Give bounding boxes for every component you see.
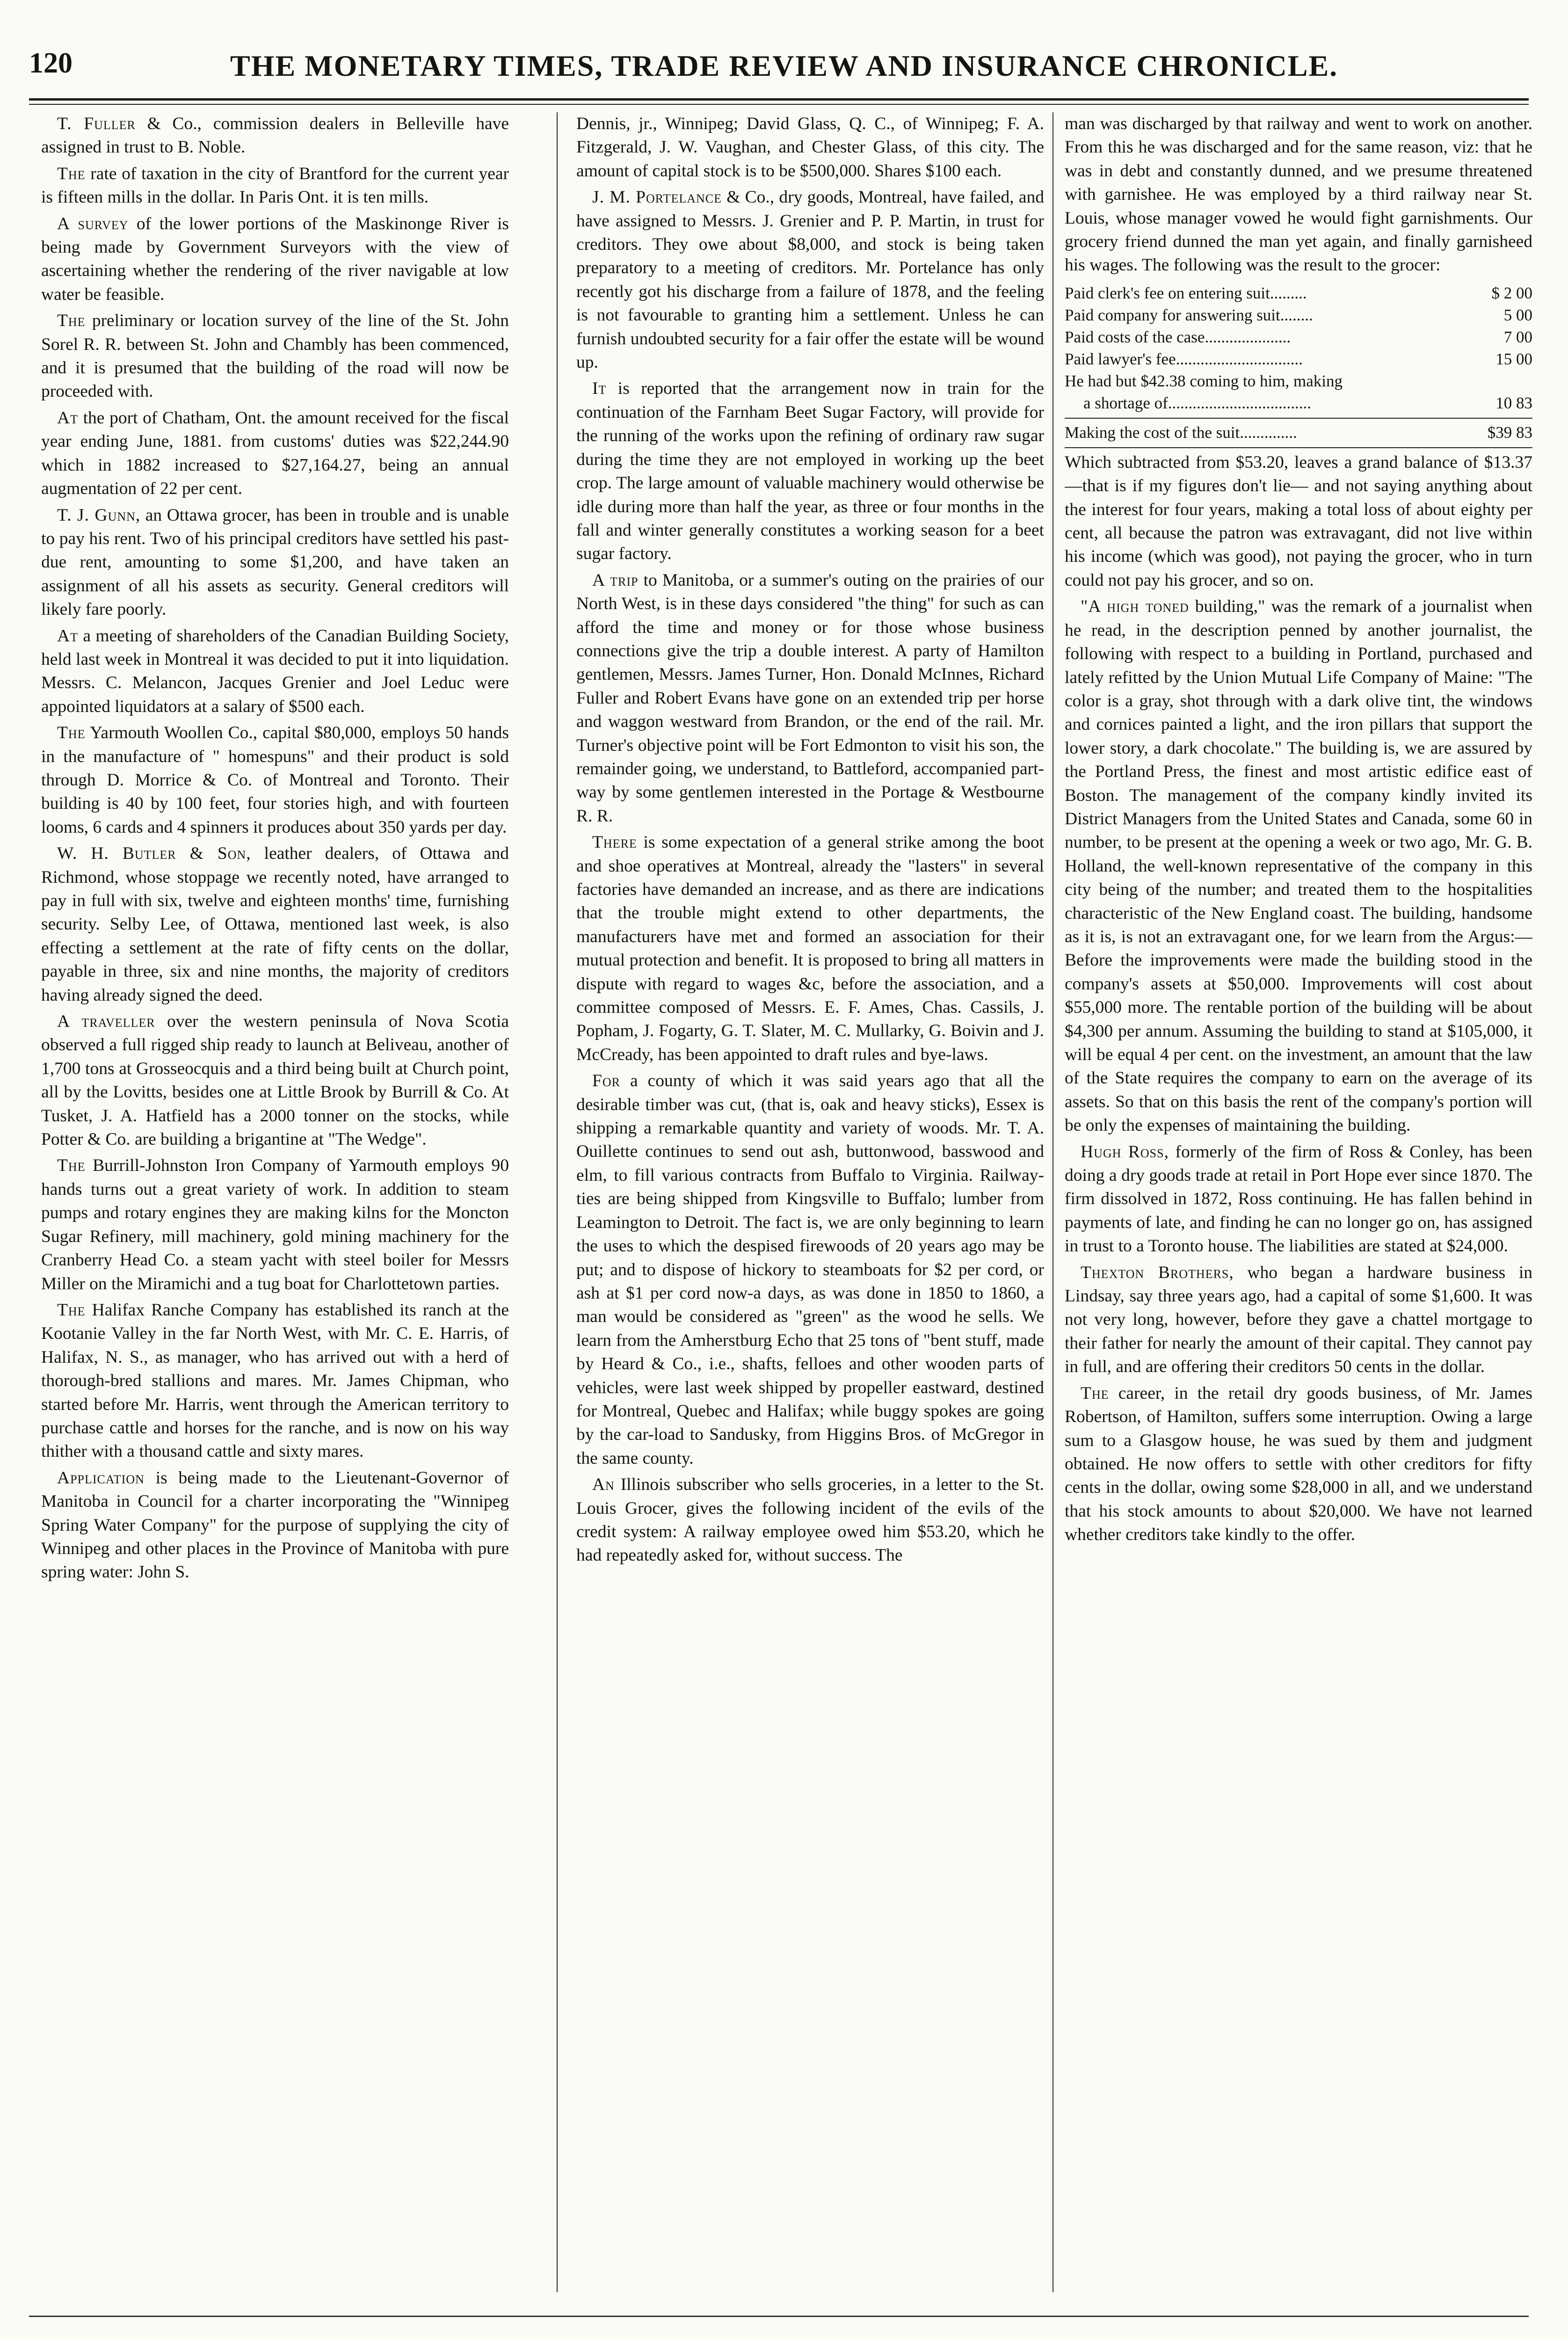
article-james-robertson: The career, in the retail dry goods business, of Mr. James Robertson, of Hamilton, suffers some interruption. Owing a large sum to a Glasgow house, he was sued by them and judgment obtained. He now offers to settle with other creditors for fifty cents in the dollar, owing some $28,000 in all, and we understand that his stock amounts to about $20,000. We have not learned whether creditors take kindly to the offer.: [1065, 1383, 1532, 1545]
article-butler: W. H. Butler & Son, leather dealers, of Ottawa and Richmond, whose stoppage we recently noted, have arranged to pay in full with six, twelve and eighteen months' time, furnishing security. Selby Lee, of Ottawa, mentioned last week, is also effecting a settlement at the rate of fifty cents on the dollar, payable in three, six and nine months, the majority of creditors having already signed the deed.: [41, 844, 509, 1005]
article-hugh-ross: Hugh Ross, formerly of the firm of Ross & Conley, has been doing a dry goods trade at retail in Port Hope ever since 1870. The firm dissolved in 1872, Ross continuing. He has fallen behind in payments of late, and finding he can no longer go on, has assigned in trust to a Toronto house. The liabilities are stated at $24,000.: [1065, 1142, 1532, 1256]
article-maskinonge-survey: A survey of the lower portions of the Maskinonge River is being made by Government Surveyors with the view of ascertaining whether the rendering of the river navigable at low water be feasible.: [41, 214, 509, 304]
article-brantford-taxation: The rate of taxation in the city of Brantford for the current year is fifteen mills in the dollar. In Paris Ont. it is ten mills.: [41, 164, 509, 207]
ledger-row: Paid costs of the case..................... 7 00: [1065, 327, 1532, 346]
ledger-divider: [1065, 418, 1532, 419]
ledger-row: Paid clerk's fee on entering suit......... $ 2 00: [1065, 283, 1532, 302]
header-rule: [29, 98, 1529, 101]
ledger-row: a shortage of................................... 10 83: [1083, 393, 1532, 412]
ledger-row: Paid lawyer's fee............................... 15 00: [1065, 349, 1532, 368]
article-chatham-customs: At the port of Chatham, Ont. the amount received for the fiscal year ending June, 1881. from customs' duties was $22,244.90 which in 1882 increased to $27,164.27, being an annual augmentation of 22 per cent.: [41, 408, 509, 499]
footer-rule: [29, 2316, 1529, 2317]
article-illinois-credit-cont: man was discharged by that railway and went to work on another. From this he was discharged and for the same reason, viz: that he was in debt and constantly dunned, and we presume threatened with garnishee. He was employed by a third railway near St. Louis, whose manager vowed he would fight garnishments. Our grocery friend dunned the man yet again, and finally garnisheed his wages. The following was the result to the grocer:: [1065, 114, 1532, 275]
ledger-divider: [1065, 447, 1532, 448]
article-high-toned-building: "A high toned building," was the remark of a journalist when he read, in the description penned by another journalist, the following with respect to a building in Portland, purchased and lately refitted by the Union Mutual Life Company of Maine: "The color is a gray, shot through with a dark olive tint, the windows and cornices painted a light, and the iron pillars that support the lower story, a dark chocolate." The building is, we are assured by the Portland Press, the finest and most artistic edifice east of Boston. The management of the company kindly invited its District Managers from the United States and Canada, some 60 in number, to be present at the opening a week or two ago, Mr. G. B. Holland, the well-known representative of the company in this city being of the number; and treated them to the hospitalities characteristic of the New England coast. The building, handsome as it is, is not an extravagant one, for we learn from the Argus:—Before the improvements were made the building stood in the company's assets at $50,000. Improvements will cost about $55,000 more. The rentable portion of the building will be about $4,300 per annum. Assuming the building to stand at $105,000, it will be equal 4 per cent. on the investment, an amount that the law of the State requires the company to earn on the average of its assets. So that on this basis the rent of the company's portion will be only the expenses of maintaining the building.: [1065, 597, 1532, 1135]
masthead-title: THE MONETARY TIMES, TRADE REVIEW AND INSURANCE CHRONICLE.: [230, 49, 1338, 82]
article-burrill-johnston: The Burrill-Johnston Iron Company of Yarmouth employs 90 hands turns out a great variety of work. In addition to steam pumps and rotary engines they are making kilns for the Moncton Sugar Refinery, mill machinery, gold mining machinery for the Cranberry Head Co. a steam yacht with steel boiler for Messrs Miller on the Miramichi and a tug boat for Charlottetown parties.: [41, 1156, 509, 1293]
article-illinois-credit: An Illinois subscriber who sells groceries, in a letter to the St. Louis Grocer, gives the following incident of the evils of the credit system: A railway employee owed him $53.20, which he had repeatedly asked for, without success. The: [576, 1475, 1044, 1565]
column-1: [41, 112, 509, 2292]
article-essex-timber: For a county of which it was said years ago that all the desirable timber was cut, (that is, oak and heavy sticks), Essex is shipping a remarkable quantity and variety of woods. Mr. T. A. Ouillette continues to send out ash, buttonwood, basswood and elm, to fill various contracts from Buffalo to Virginia. Railway-ties are being shipped from Kingsville to Buffalo; lumber from Leamington to Detroit. The fact is, we are only beginning to learn the uses to which the despised firewoods of 20 years ago may be put; and to dispose of hickory to steamboats for $2 per cord, or ash at $1 per cord now-a days, as was done in 1850 to 1860, a man would be considered as "green" as the wood he sells. We learn from the Amherstburg Echo that 25 tons of "bent stuff, made by Heard & Co., i.e., shafts, felloes and other wooden parts of vehicles, were last week shipped by propeller eastward, destined for Montreal, Quebec and Halifax; while buggy spokes are going by the car-load to Sandusky, from Higgins Bros. of McGregor in the same county.: [576, 1071, 1044, 1468]
article-thexton-brothers: Thexton Brothers, who began a hardware business in Lindsay, say three years ago, had a capital of some $1,600. It was not very long, however, before they gave a chattel mortgage to their father for nearly the amount of their capital. They cannot pay in full, and are offering their creditors 50 cents in the dollar.: [1065, 1263, 1532, 1377]
header-rule-thin: [29, 104, 1529, 105]
article-halifax-ranche: The Halifax Ranche Company has established its ranch at the Kootanie Valley in the far North West, with Mr. C. E. Harris, of Halifax, N. S., as manager, who has arrived out with a herd of thorough-bred stallions and mares. Mr. James Chipman, who started before Mr. Harris, went through the American territory to purchase cattle and horses for the ranche, and is now on his way thither with a thousand cattle and sixty mares.: [41, 1300, 509, 1461]
article-fuller: T. Fuller & Co., commission dealers in Belleville have assigned in trust to B. Noble.: [41, 114, 509, 157]
article-building-society: At a meeting of shareholders of the Canadian Building Society, held last week in Montreal it was decided to put it into liquidation. Messrs. C. Melancon, Jacques Grenier and Joel Leduc were appointed liquidators at a salary of $500 each.: [41, 626, 509, 716]
column-divider-1: [557, 112, 558, 2292]
article-yarmouth-woollen: The Yarmouth Woollen Co., capital $80,000, employs 50 hands in the manufacture of " homespuns" and their product is sold through D. Morrice & Co. of Montreal and Toronto. Their building is 40 by 100 feet, four stories high, and with fourteen looms, 6 cards and 4 spinners it produces about 350 yards per day.: [41, 723, 509, 837]
ledger-total: Making the cost of the suit.............. $39 83: [1065, 423, 1532, 442]
article-gunn: T. J. Gunn, an Ottawa grocer, has been in trouble and is unable to pay his rent. Two of his principal creditors have settled his past-due rent, amounting to some $1,200, and have taken an assignment of all his assets as security. General creditors will likely fare poorly.: [41, 505, 509, 619]
article-montreal-strike: There is some expectation of a general strike among the boot and shoe operatives at Montreal, already the "lasters" in several factories have demanded an increase, and as there are indications that the trouble might extend to other departments, the manufacturers have met and formed an association for their mutual protection and benefit. It is proposed to bring all matters in dispute with regard to wages &c, before the association, and a committee composed of Messrs. E. F. Ames, Chas. Cassils, J. Popham, J. Fogarty, G. T. Slater, M. C. Mullarky, G. Boivin and J. McCready, has been appointed to draft rules and bye-laws.: [576, 833, 1044, 1064]
ledger-row: He had but $42.38 coming to him, making: [1065, 371, 1343, 390]
column-3: [1065, 112, 1532, 2292]
page-header: [29, 47, 1526, 98]
article-farnham-sugar: It is reported that the arrangement now in train for the continuation of the Farnham Beet Sugar Factory, will provide for the running of the works upon the refining of ordinary raw sugar during the time they are not employed in working up the beet crop. The large amount of valuable machinery would otherwise be idle during more than half the year, as three or four months in the fall and winter generally constitutes a working season for a beet sugar factory.: [576, 379, 1044, 564]
column-2: [576, 112, 1044, 2292]
article-illinois-credit-end: Which subtracted from $53.20, leaves a grand balance of $13.37—that is if my figures don't lie— and not saying anything about the interest for four years, making a total loss of about eighty per cent, all because the patron was extravagant, did not live within his income (which was good), not paying the grocer, who in turn could not pay his grocer, and so on.: [1065, 452, 1532, 590]
article-nova-scotia-ships: A traveller over the western peninsula of Nova Scotia observed a full rigged ship ready to launch at Beliveau, another of 1,700 tons at Grosseocquis and a third being built at Church point, all by the Lovitts, besides one at Little Brook by Burrill & Co. At Tusket, J. A. Hatfield has a 2000 tonner on the stocks, while Potter & Co. are building a brigantine at "The Wedge".: [41, 1012, 509, 1149]
article-winnipeg-water-cont: Dennis, jr., Winnipeg; David Glass, Q. C., of Winnipeg; F. A. Fitzgerald, J. W. Vaughan, and Chester Glass, of this city. The amount of capital stock is to be $500,000. Shares $100 each.: [576, 114, 1044, 181]
ledger-row: Paid company for answering suit........ 5 00: [1065, 305, 1532, 324]
article-manitoba-trip: A trip to Manitoba, or a summer's outing on the prairies of our North West, is in these days considered "the thing" for such as can afford the time and money or for those whose business connections give the trip a double interest. A party of Hamilton gentlemen, Messrs. James Turner, Hon. Donald McInnes, Richard Fuller and Robert Evans have gone on an extended trip per horse and waggon westward from Brandon, or the end of the rail. Mr. Turner's objective point will be Fort Edmonton to visit his son, the remainder going, we understand, to Battleford, accompanied part-way by some gentlemen interested in the Portage & Westbourne R. R.: [576, 570, 1044, 826]
article-winnipeg-water: Application is being made to the Lieutenant-Governor of Manitoba in Council for a charter incorporating the "Winnipeg Spring Water Company" for the purpose of supplying the city of Winnipeg and other places in the Province of Manitoba with pure spring water: John S.: [41, 1468, 509, 1582]
cost-ledger: [1065, 282, 1532, 448]
page-number: 120: [29, 47, 73, 79]
article-sorel-railroad: The preliminary or location survey of the line of the St. John Sorel R. R. between St. John and Chambly has been commenced, and it is presumed that the building of the road will now be proceeded with.: [41, 311, 509, 401]
article-portelance: J. M. Portelance & Co., dry goods, Montreal, have failed, and have assigned to Messrs. J. Grenier and P. P. Martin, in trust for creditors. They owe about $8,000, and stock is being taken preparatory to a meeting of creditors. Mr. Portelance has only recently got his discharge from a failure of 1878, and the feeling is not favourable to granting him a settlement. Unless he can furnish undoubted security for a fair offer the estate will be wound up.: [576, 188, 1044, 372]
